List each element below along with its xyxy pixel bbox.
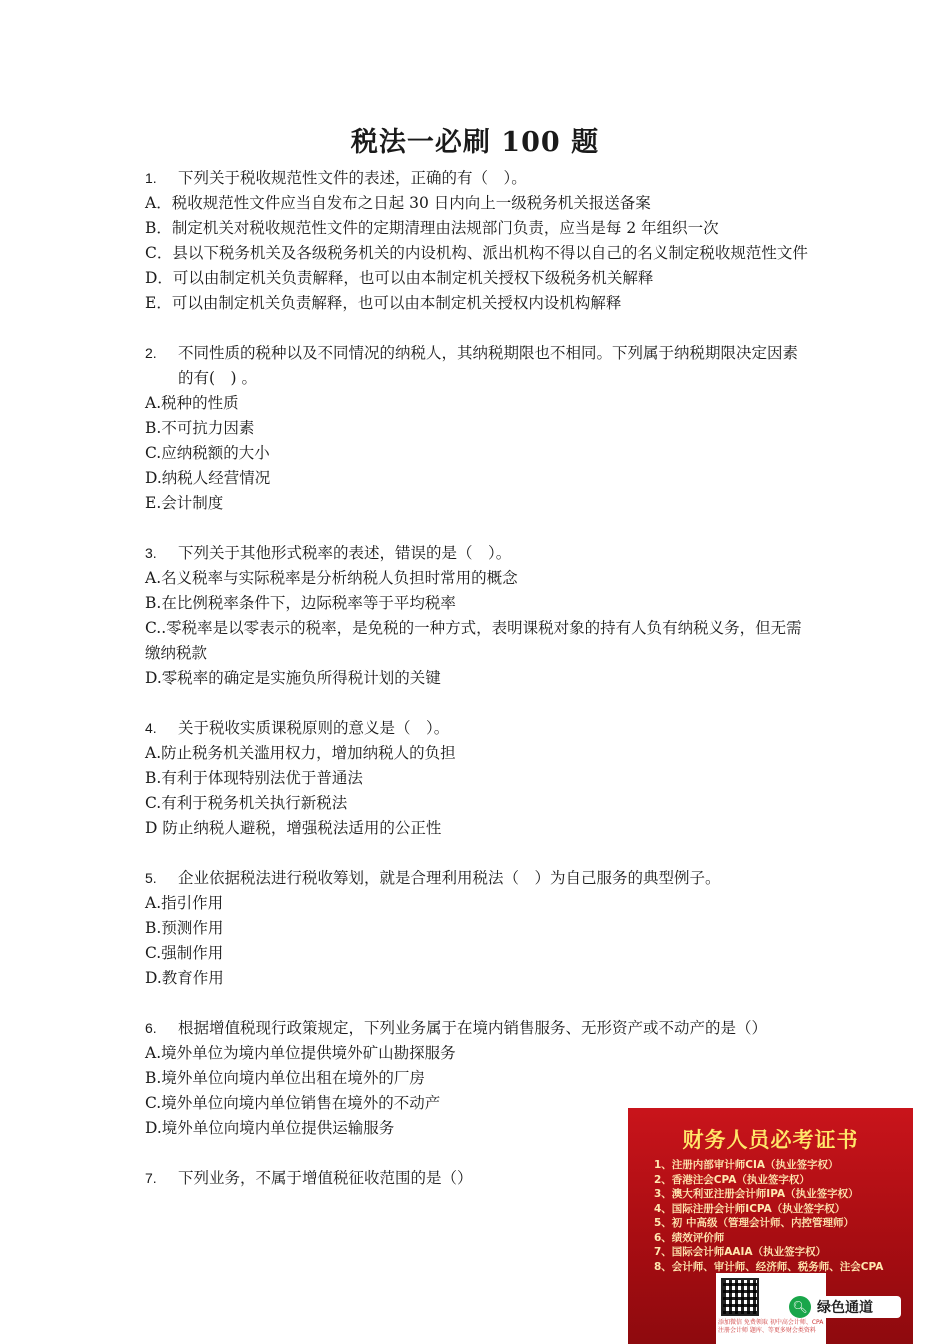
- option-d: D 防止纳税人避税，增强税法适用的公正性: [145, 819, 442, 837]
- option-b: B.境外单位向境内单位出租在境外的厂房: [145, 1069, 425, 1087]
- ad-item: 3、澳大利亚注册会计师IPA（执业签字权）: [654, 1188, 859, 1200]
- option-d: D.境外单位向境内单位提供运输服务: [145, 1119, 395, 1137]
- question-1: [145, 166, 810, 316]
- option-c: C.应纳税额的大小: [145, 444, 270, 462]
- option-e: E．可以由制定机关负责解释，也可以由本制定机关授权内设机构解释: [145, 294, 622, 312]
- question-stem: 企业依据税法进行税收筹划，就是合理利用税法（ ）为自己服务的典型例子。: [178, 869, 721, 887]
- option-c: C．县以下税务机关及各级税务机关的内设机构、派出机构不得以自己的名义制定税收规范性文件: [145, 244, 808, 262]
- ad-note: 添加微信 免费领取 初中高会计师、CPA注册会计师 题库、等更多财会类资料: [718, 1319, 824, 1334]
- option-c: C.境外单位向境内单位销售在境外的不动产: [145, 1094, 441, 1112]
- question-number: 6.: [145, 1020, 157, 1036]
- option-a: A.名义税率与实际税率是分析纳税人负担时常用的概念: [145, 569, 518, 587]
- question-stem: 不同性质的税种以及不同情况的纳税人，其纳税期限也不相同。下列属于纳税期限决定因素的有( ) 。: [178, 344, 799, 387]
- option-a: A.税种的性质: [145, 394, 239, 412]
- option-a: A.指引作用: [145, 894, 224, 912]
- option-d: D.零税率的确定是实施负所得税计划的关键: [145, 669, 441, 687]
- option-a: A.防止税务机关滥用权力，增加纳税人的负担: [145, 744, 456, 762]
- option-d: D．可以由制定机关负责解释，也可以由本制定机关授权下级税务机关解释: [145, 269, 654, 287]
- question-number: 2.: [145, 345, 157, 361]
- ad-item: 4、国际注册会计师ICPA（执业签字权）: [654, 1202, 846, 1215]
- option-c: C..零税率是以零表示的税率，是免税的一种方式，表明课税对象的持有人负有纳税义务，但无需缴纳税款: [145, 619, 802, 662]
- option-b: B.在比例税率条件下，边际税率等于平均税率: [145, 594, 456, 612]
- question-4: [145, 716, 810, 841]
- option-b: B.有利于体现特别法优于普通法: [145, 769, 363, 787]
- badge-label: 绿色通道: [817, 1300, 873, 1316]
- option-c: C.强制作用: [145, 944, 224, 962]
- search-icon: 🔍︎: [789, 1296, 811, 1318]
- ad-item: 5、初 中高级（管理会计师、内控管理师）: [654, 1217, 854, 1229]
- question-list: [145, 166, 810, 1216]
- ad-item: 2、香港注会CPA（执业签字权）: [654, 1173, 810, 1186]
- question-number: 4.: [145, 720, 157, 736]
- question-number: 7.: [145, 1170, 157, 1186]
- ad-item: 7、国际会计师AAIA（执业签字权）: [654, 1246, 827, 1258]
- question-number: 5.: [145, 870, 157, 886]
- question-number: 1.: [145, 170, 157, 186]
- option-a: A．税收规范性文件应当自发布之日起 30 日内向上一级税务机关报送备案: [145, 194, 651, 212]
- option-a: A.境外单位为境内单位提供境外矿山勘探服务: [145, 1044, 456, 1062]
- question-stem: 下列关于其他形式税率的表述，错误的是（ ）。: [178, 544, 512, 562]
- option-d: D.教育作用: [145, 969, 224, 987]
- qr-code-icon[interactable]: [721, 1278, 759, 1316]
- question-stem: 下列关于税收规范性文件的表述，正确的有（ ）。: [178, 169, 527, 187]
- document-title: 税法一必刷 100 题: [350, 127, 600, 158]
- question-stem: 关于税收实质课税原则的意义是（ ）。: [178, 719, 450, 737]
- ad-title: 财务人员必考证书: [682, 1128, 859, 1152]
- option-b: B.预测作用: [145, 919, 224, 937]
- ad-item: 6、绩效评价师: [654, 1231, 725, 1244]
- ad-certificate-list: [654, 1158, 913, 1274]
- question-stem: 下列业务，不属于增值税征收范围的是（）: [178, 1169, 473, 1187]
- ad-item: 8、会计师、审计师、经济师、税务师、注会CPA: [654, 1260, 884, 1273]
- option-b: B．制定机关对税收规范性文件的定期清理由法规部门负责，应当是每 2 年组织一次: [145, 219, 719, 237]
- question-number: 3.: [145, 545, 157, 561]
- option-b: B.不可抗力因素: [145, 419, 255, 437]
- option-e: E.会计制度: [145, 494, 224, 512]
- option-d: D.纳税人经营情况: [145, 469, 271, 487]
- question-3: [145, 541, 810, 691]
- green-channel-button[interactable]: [791, 1296, 901, 1318]
- option-c: C.有利于税务机关执行新税法: [145, 794, 348, 812]
- question-stem: 根据增值税现行政策规定，下列业务属于在境内销售服务、无形资产或不动产的是（）: [178, 1019, 768, 1037]
- question-5: [145, 866, 810, 991]
- ad-item: 1、注册内部审计师CIA（执业签字权）: [654, 1159, 839, 1171]
- certificate-ad-banner[interactable]: [628, 1108, 913, 1344]
- question-2: [145, 341, 810, 516]
